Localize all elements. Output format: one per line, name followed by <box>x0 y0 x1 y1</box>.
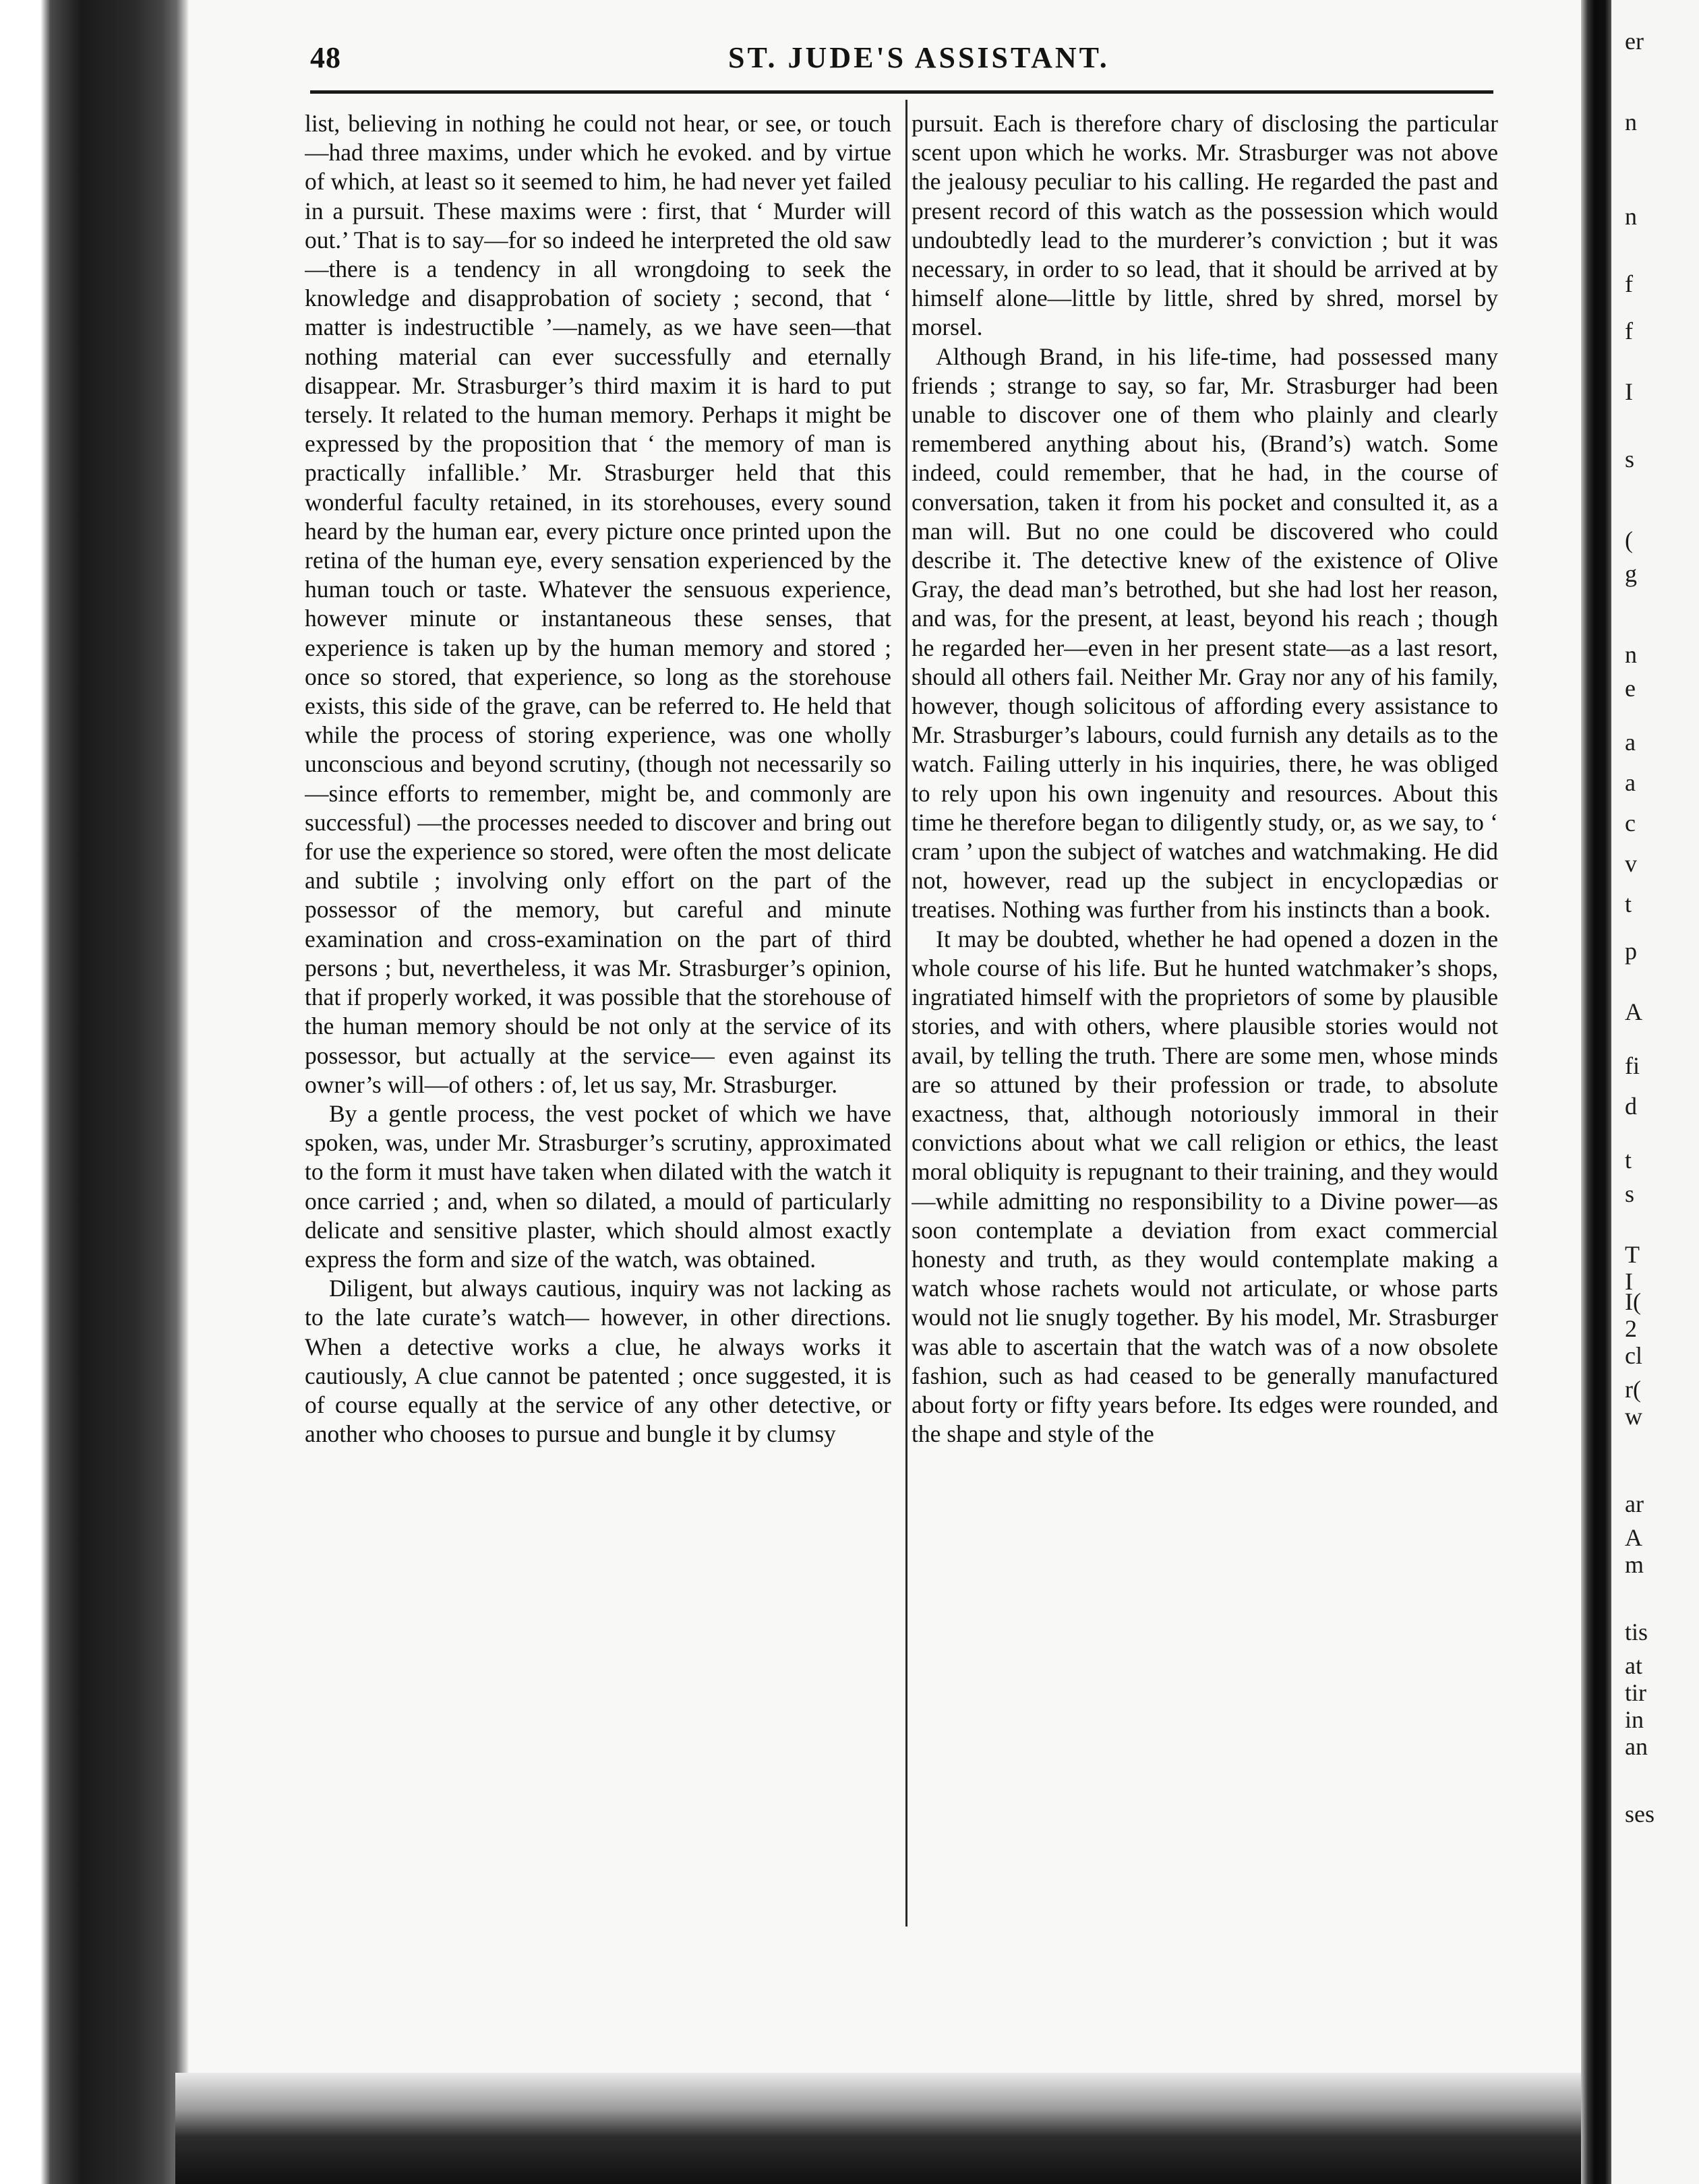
page-number: 48 <box>310 41 341 74</box>
adjacent-page-fragment: a <box>1625 729 1636 756</box>
scan-left-edge <box>0 0 189 2184</box>
header-rule <box>310 90 1493 94</box>
adjacent-page-fragment: 2 <box>1625 1315 1637 1342</box>
paragraph: pursuit. Each is therefore chary of disclosing the particular scent upon which he works. Mr. Strasburger was not above the jealousy peculiar to his calling. He regarded the past and present record of this watch as the possession which would undoubtedly lead to the murderer’s conviction ; but it was necessary, in order to so lead, that it should be arrived at by himself alone—little by little, shred by shred, morsel by morsel. <box>912 110 1498 341</box>
column-rule <box>905 100 907 1927</box>
adjacent-page-fragment: n <box>1625 641 1637 668</box>
paragraph: list, believing in nothing he could not hear, or see, or touch—had three maxims, under which he evoked. and by virtue of which, at least so it seemed to him, he had never yet failed in a pursuit. These maxims were : first, that ‘ Murder will out.’ That is to say—for so indeed he interpreted the old saw—there is a tendency in all wrongdoing to seek the knowledge and disapprobation of society ; second, that ‘ matter is indestructible ’—namely, as we have seen—that nothing material can ever successfully and eternally disappear. Mr. Strasburger’s third maxim it is hard to put tersely. It related to the human memory. Perhaps it might be expressed by the proposition that ‘ the memory of man is practically infallible.’ Mr. Strasburger held that this wonderful faculty retained, in its storehouses, every sound heard by the human ear, every picture once printed upon the retina of the human eye, every sensation experienced by the human touch or taste. Whatever the sensuous experience, however minute or instantaneous these senses, that experience is taken up by the human memory and stored ; once so stored, that experience, so long as the storehouse exists, this side of the grave, can be referred to. He held that while the process of storing experience, was one wholly unconscious and beyond scrutiny, (though not necessarily so—since efforts to remember, might be, and commonly are successful) —the processes needed to discover and bring out for use the experience so stored, were often the most delicate and subtile ; involving only effort on the part of the possessor of the memory, but careful and minute examination and cross-examination on the part of third persons ; but, nevertheless, it was Mr. Strasburger’s opinion, that if properly worked, it was possible that the storehouse of the human memory should be not only at the service of its possessor, but actually at the service— even against its owner’s will—of others : of, let us say, Mr. Strasburger. <box>305 110 891 1098</box>
book-gutter <box>1581 0 1611 2184</box>
adjacent-page-fragment: s <box>1625 446 1635 473</box>
adjacent-page-fragment: ( <box>1625 526 1633 553</box>
adjacent-page-fragment: tir <box>1625 1679 1646 1706</box>
adjacent-page-fragment: T <box>1625 1241 1640 1268</box>
adjacent-page-fragment: d <box>1625 1093 1637 1120</box>
adjacent-page-fragment: n <box>1625 109 1637 135</box>
adjacent-page-fragment: m <box>1625 1551 1644 1578</box>
adjacent-page-fragment: A <box>1625 998 1642 1025</box>
adjacent-page-fragment: p <box>1625 938 1637 965</box>
adjacent-page <box>1611 0 1699 2184</box>
adjacent-page-fragment: g <box>1625 560 1637 587</box>
adjacent-page-fragment: I <box>1625 378 1633 405</box>
adjacent-page-fragment: s <box>1625 1180 1635 1207</box>
scan-bottom-edge <box>175 2073 1581 2184</box>
left-column <box>305 109 891 1929</box>
adjacent-page-fragment: v <box>1625 850 1637 877</box>
adjacent-page-fragment: cl <box>1625 1342 1642 1369</box>
adjacent-page-fragment: n <box>1625 203 1637 230</box>
adjacent-page-fragment: at <box>1625 1652 1642 1679</box>
paragraph: By a gentle process, the vest pocket of which we have spoken, was, under Mr. Strasburger’s scrutiny, approximated to the form it must have taken when dilated with the watch it once carried ; and, when so dilated, a mould of particularly delicate and sensitive plaster, which should almost exactly express the form and size of the watch, was obtained. <box>305 1099 891 1273</box>
adjacent-page-fragment: a <box>1625 769 1636 796</box>
adjacent-page-fragment: I <box>1625 1268 1633 1295</box>
adjacent-page-fragment: t <box>1625 890 1632 917</box>
paragraph: Diligent, but always cautious, inquiry was not lacking as to the late curate’s watch— however, in other directions. When a detective works a clue, he always works it cautiously, A clue cannot be patented ; once suggested, it is of course equally at the service of any other detective, or another who chooses to pursue and bungle it by clumsy <box>305 1275 891 1448</box>
adjacent-page-fragment: I( <box>1625 1288 1641 1315</box>
paragraph: It may be doubted, whether he had opened a dozen in the whole course of his life. But he hunted watchmaker’s shops, ingratiated himself with the proprietors of some by plausible stories, and with others, where plausible stories would not avail, by telling the truth. There are some men, whose minds are so attuned by their profession or trade, to absolute exactness, that, although notoriously immoral in their convictions about what we call religion or ethics, the least moral obliquity is repugnant to their training, and they would—while admitting no responsibility to a Divine power—as soon contemplate a deviation from exact commercial honesty and truth, as they would contemplate making a watch whose rachets would not articulate, or whose parts would not lie snugly together. By his model, Mr. Strasburger was able to ascertain that the watch was of a now obsolete fashion, such as had ceased to be generally manufactured about forty or fifty years before. Its edges were rounded, and the shape and style of the <box>912 925 1498 1448</box>
adjacent-page-fragment: f <box>1625 270 1633 297</box>
adjacent-page-fragment: fi <box>1625 1052 1640 1079</box>
paragraph: Although Brand, in his life-time, had possessed many friends ; strange to say, so far, Mr. Strasburger had been unable to discover one of them who plainly and clearly remembered anything about his, (Brand’s) watch. Some indeed, could remember, that he had, in the course of conversation, taken it from his pocket and consulted it, as a man will. But no one could be discovered who could describe it. The detective knew of the existence of Olive Gray, the dead man’s betrothed, but she had lost her reason, and was, for the present, at least, beyond his reach ; though he regarded her—even in her present state—as a last resort, should all others fail. Neither Mr. Gray nor any of his family, however, though solicitous of affording every assistance to Mr. Strasburger’s labours, could furnish any details as to the watch. Failing utterly in his inquiries, there, he was obliged to rely upon his own ingenuity and resources. About this time he therefore began to diligently study, or, as we say, to ‘ cram ’ upon the subject of watches and watchmaking. He did not, however, read up the subject in encyclopædias or treatises. Nothing was further from his instincts than a book. <box>912 342 1498 923</box>
adjacent-page-fragment: r( <box>1625 1376 1641 1403</box>
adjacent-page-fragment: tis <box>1625 1618 1648 1645</box>
page-header <box>310 40 1497 81</box>
adjacent-page-fragment: an <box>1625 1733 1648 1760</box>
right-column <box>912 109 1498 1929</box>
adjacent-page-fragment: er <box>1625 28 1644 55</box>
adjacent-page-fragment: e <box>1625 675 1636 702</box>
adjacent-page-fragment: w <box>1625 1403 1642 1430</box>
adjacent-page-fragment: ar <box>1625 1490 1644 1517</box>
adjacent-page-fragment: ses <box>1625 1800 1655 1827</box>
adjacent-page-fragment: c <box>1625 810 1636 837</box>
adjacent-page-fragment: A <box>1625 1524 1642 1551</box>
adjacent-page-fragment: in <box>1625 1706 1644 1733</box>
adjacent-page-fragment: f <box>1625 317 1633 344</box>
adjacent-page-fragment: t <box>1625 1147 1632 1174</box>
running-title: ST. JUDE'S ASSISTANT. <box>728 41 1110 74</box>
